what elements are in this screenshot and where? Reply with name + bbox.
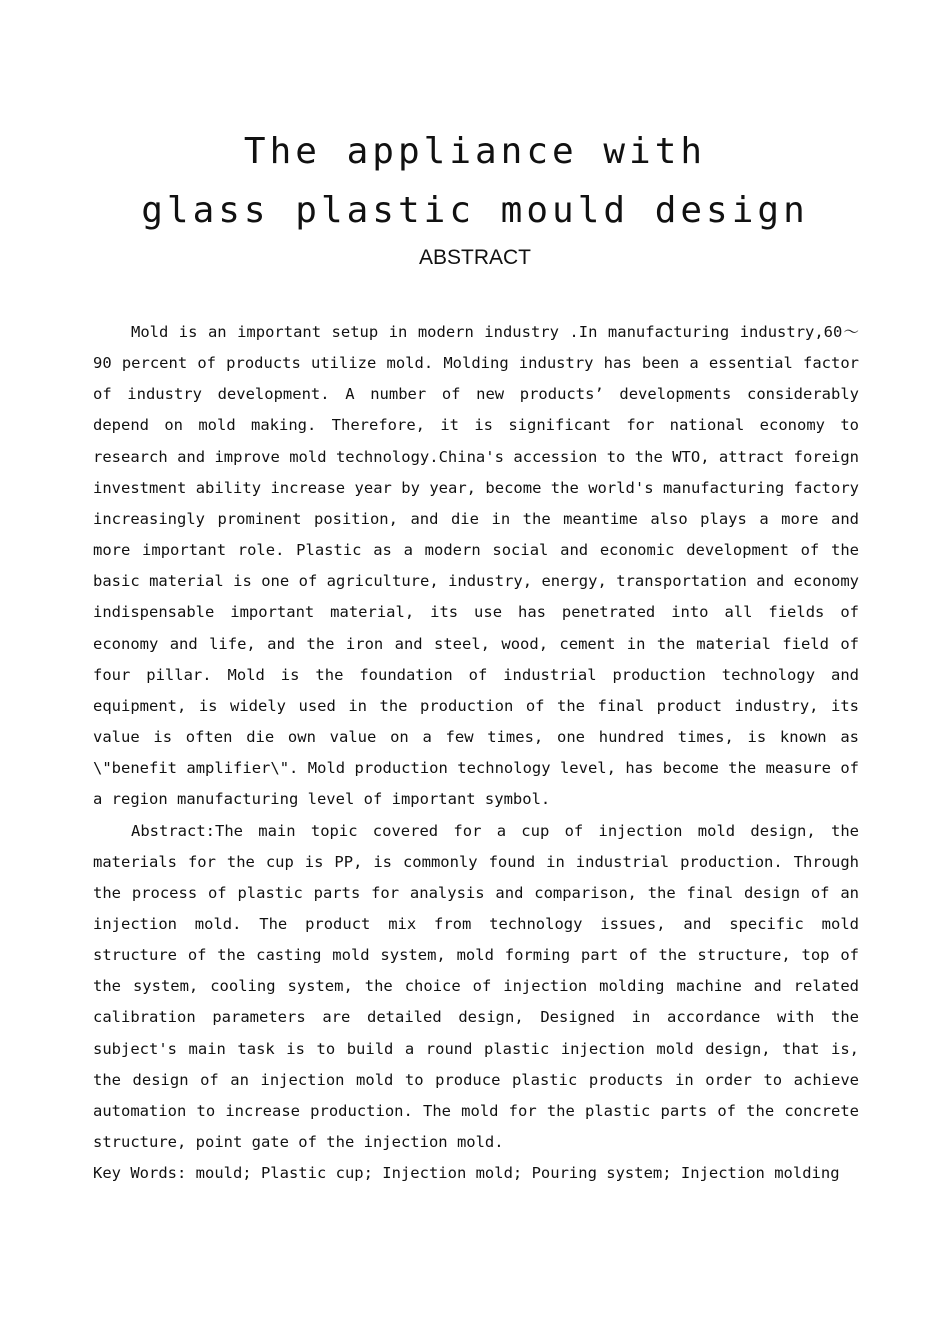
title-line-1: The appliance with	[243, 131, 707, 172]
paragraph-intro: Mold is an important setup in modern industry .In manufacturing industry,60～90 percent of products utilize mold. Molding industry has been a essential factor of industry development. A number of new products’ developments considerably depend on mold making. Therefore, it is significant for national economy to research and improve mold technology.China's accession to the WTO, attract foreign investment ability increase year by year, become the world's manufacturing factory increasingly prominent position, and die in the meantime also plays a more and more important role. Plastic as a modern social and economic development of the basic material is one of agriculture, industry, energy, transportation and economy indispensable important material, its use has penetrated into all fields of economy and life, and the iron and steel, wood, cement in the material field of four pillar. Mold is the foundation of industrial production technology and equipment, is widely used in the production of the final product industry, its value is often die own value on a few times, one hundred times, is known as \"benefit amplifier\". Mold production technology level, has become the measure of a region manufacturing level of important symbol.	[93, 323, 859, 809]
title-line-2: glass plastic mould design	[141, 190, 809, 231]
abstract-body	[93, 317, 859, 1189]
keywords-line: Key Words: mould; Plastic cup; Injection mold; Pouring system; Injection molding	[93, 1164, 840, 1183]
paragraph-abstract: Abstract:The main topic covered for a cup of injection mold design, the materials for the cup is PP, is commonly found in industrial production. Through the process of plastic parts for analysis and comparison, the final design of an injection mold. The product mix from technology issues, and specific mold structure of the casting mold system, mold forming part of the structure, top of the system, cooling system, the choice of injection molding machine and related calibration parameters are detailed design, Designed in accordance with the subject's main task is to build a round plastic injection mold design, that is, the design of an injection mold to produce plastic products in order to achieve automation to increase production. The mold for the plastic parts of the concrete structure, point gate of the injection mold.	[93, 821, 859, 1152]
abstract-heading: ABSTRACT	[418, 246, 531, 269]
